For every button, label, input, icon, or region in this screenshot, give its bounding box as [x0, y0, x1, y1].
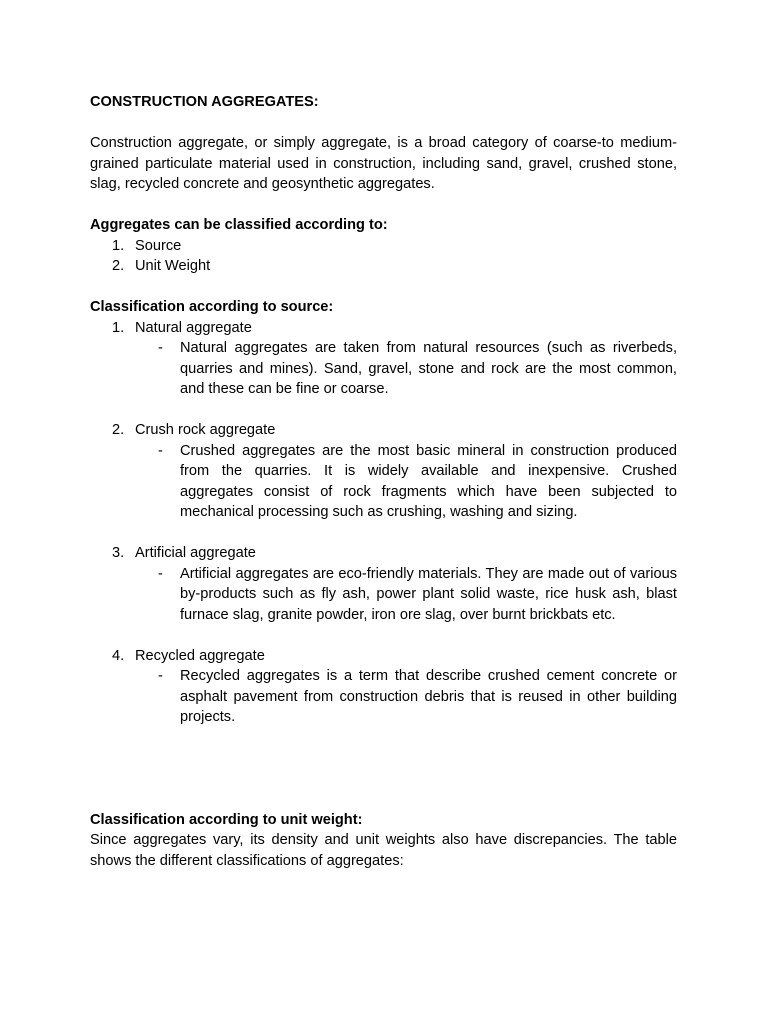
source-item — [90, 646, 677, 728]
source-heading: Classification according to source: — [90, 299, 334, 315]
spacer — [90, 277, 677, 298]
list-item — [90, 236, 677, 257]
spacer — [90, 728, 677, 790]
list-number: 4. — [112, 647, 125, 664]
dash-bullet: - — [158, 565, 163, 582]
document-title: CONSTRUCTION AGGREGATES: — [90, 94, 319, 110]
list-item — [90, 256, 677, 277]
classified-heading: Aggregates can be classified according to: — [90, 217, 388, 233]
dash-bullet: - — [158, 340, 163, 356]
list-label: Artificial aggregate — [135, 545, 256, 561]
source-item-description — [90, 564, 677, 626]
classified-list — [90, 236, 677, 277]
spacer — [90, 789, 677, 810]
list-label: Natural aggregate — [135, 319, 252, 336]
source-item — [90, 543, 677, 625]
dash-bullet: - — [158, 442, 163, 459]
source-item-title — [90, 543, 677, 564]
document-page — [90, 92, 677, 871]
list-label: Source — [135, 237, 182, 254]
list-number: 2. — [112, 258, 125, 274]
dash-bullet: - — [158, 668, 163, 684]
list-number: 2. — [112, 422, 125, 438]
spacer — [90, 195, 677, 216]
list-number: 1. — [112, 237, 125, 254]
source-item-description — [90, 338, 677, 400]
source-item — [90, 318, 677, 400]
spacer — [90, 113, 677, 134]
source-item-title — [90, 420, 677, 441]
spacer — [90, 400, 677, 421]
source-list — [90, 318, 677, 728]
description-text: Natural aggregates are taken from natural resources (such as riverbeds, quarries and mines). Sand, gravel, stone and rock are the most common, and these can be fine or coarse. — [180, 340, 677, 397]
list-label: Unit Weight — [135, 258, 211, 274]
unit-weight-paragraph: Since aggregates vary, its density and unit weights also have discrepancies. The table shows the different classifications of aggregates: — [90, 832, 677, 869]
spacer — [90, 523, 677, 544]
source-item-title — [90, 318, 677, 339]
source-item-description — [90, 666, 677, 728]
list-number: 3. — [112, 545, 125, 561]
list-label: Crush rock aggregate — [135, 422, 276, 438]
list-label: Recycled aggregate — [135, 647, 265, 664]
description-text: Crushed aggregates are the most basic mineral in construction produced from the quarries. It is widely available and inexpensive. Crushed aggregates consist of rock fragments which have been subjected to mechanical processing such as crushing, washing and sizing. — [180, 442, 677, 520]
source-item-title — [90, 646, 677, 667]
source-item — [90, 420, 677, 523]
description-text: Recycled aggregates is a term that describe crushed cement concrete or asphalt pavement from construction debris that is reused in other building projects. — [180, 668, 677, 725]
intro-paragraph: Construction aggregate, or simply aggregate, is a broad category of coarse-to medium-grained particulate material used in construction, including sand, gravel, crushed stone, slag, recycled concrete and geosynthetic aggregates. — [90, 135, 677, 192]
source-item-description — [90, 441, 677, 523]
description-text: Artificial aggregates are eco-friendly materials. They are made out of various by-products such as fly ash, power plant solid waste, rice husk ash, blast furnace slag, granite powder, iron ore slag, over burnt brickbats etc. — [180, 565, 677, 623]
spacer — [90, 625, 677, 646]
unit-weight-heading: Classification according to unit weight: — [90, 811, 363, 828]
list-number: 1. — [112, 319, 125, 336]
